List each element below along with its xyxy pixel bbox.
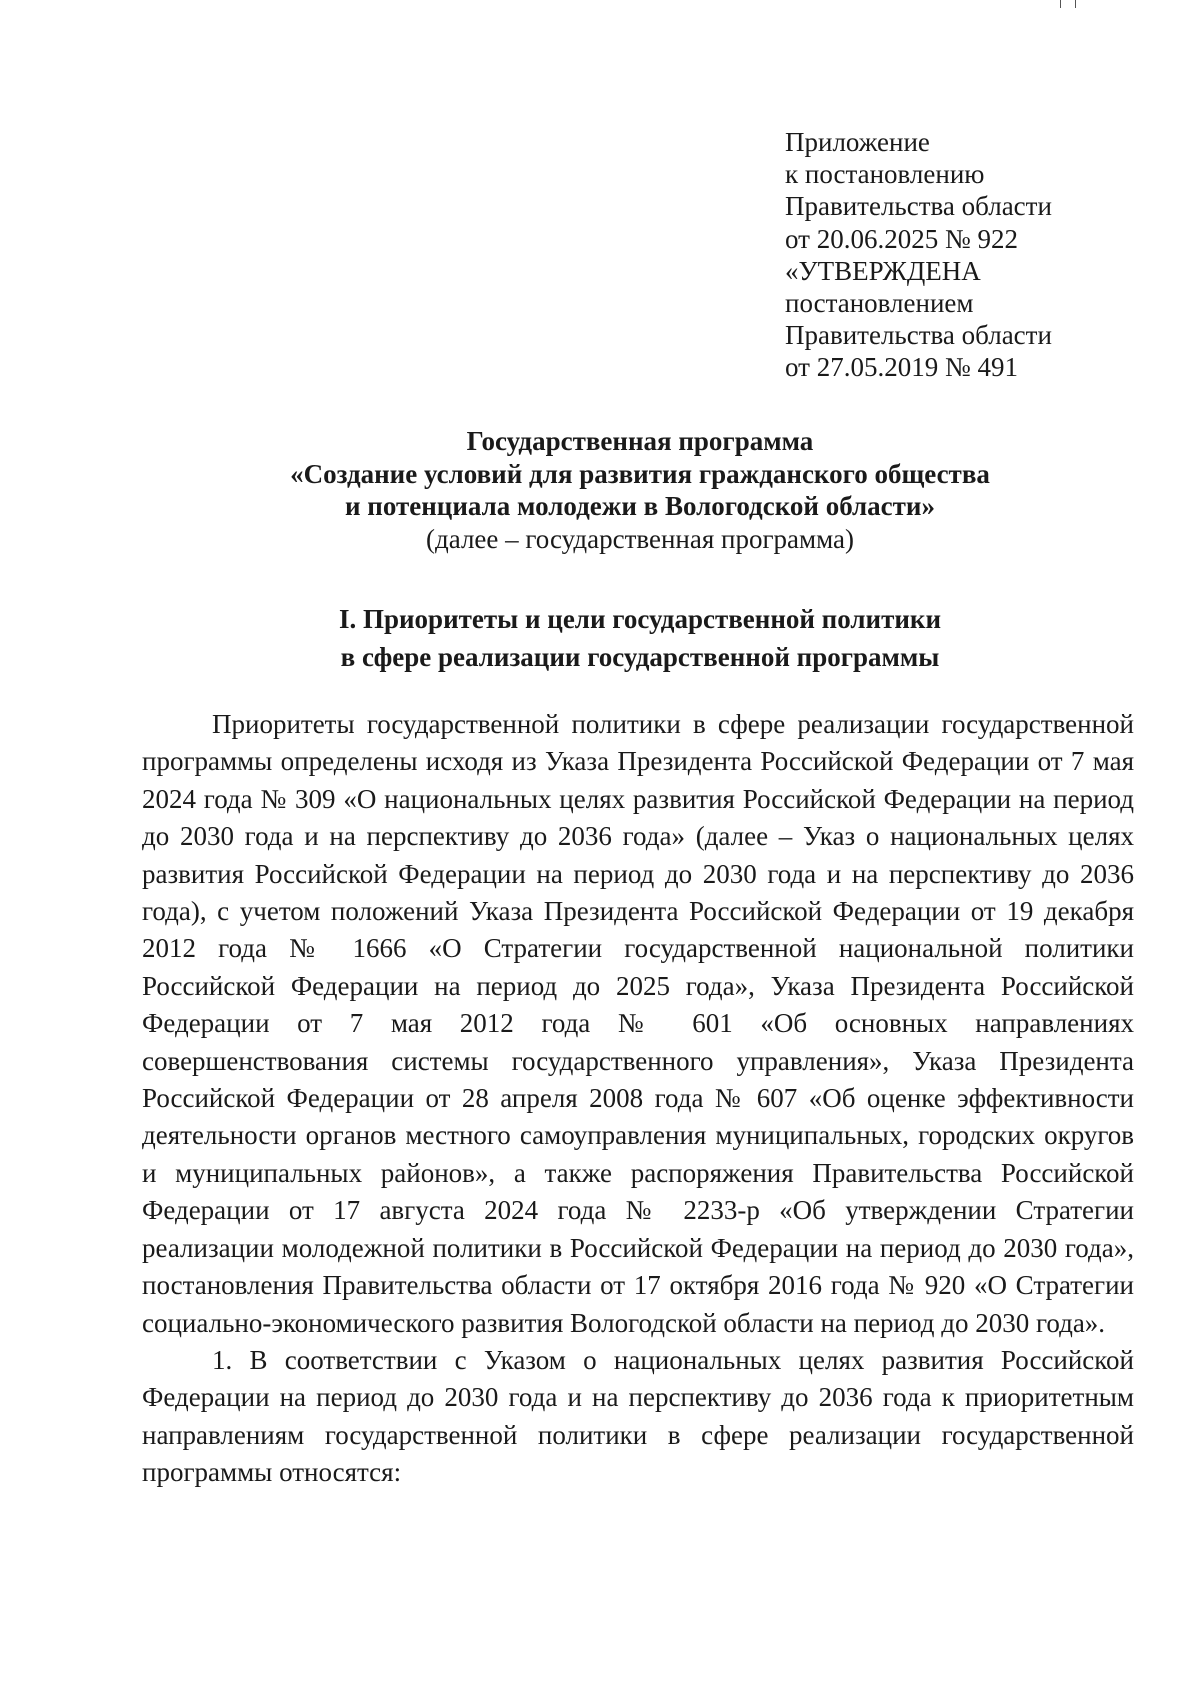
- program-title-block: [140, 425, 1140, 555]
- appendix-block: [785, 126, 1165, 384]
- program-title-line: Государственная программа: [466, 426, 814, 456]
- body-text: [142, 706, 1134, 1492]
- section-heading-line: I. Приоритеты и цели государственной политики: [338, 604, 942, 634]
- program-subtitle: (далее – государственная программа): [426, 523, 854, 554]
- program-title-line: «Создание условий для развития гражданского общества: [290, 458, 990, 489]
- section-heading: [140, 601, 1140, 676]
- section-heading-line: в сфере реализации государственной программы: [340, 641, 940, 672]
- body-paragraph: 1. В соответствии с Указом о национальных целях развития Российской Федерации на период до 2030 года и на перспективу до 2036 года к приоритетным направлениям государственной политики в сфере реализации государственной программы относятся:: [142, 1344, 1134, 1488]
- appendix-line: «УТВЕРЖДЕНА: [785, 255, 981, 286]
- appendix-line: постановлением: [785, 288, 974, 319]
- appendix-line: Правительства области: [785, 320, 1052, 351]
- program-title-line: и потенциала молодежи в Вологодской области»: [344, 491, 935, 521]
- appendix-line: от 27.05.2019 № 491: [785, 352, 1018, 383]
- appendix-line: от 20.06.2025 № 922: [785, 223, 1018, 254]
- appendix-line: Приложение: [785, 127, 930, 157]
- appendix-line: Правительства области: [785, 191, 1052, 222]
- scan-corner-mark: [1060, 0, 1076, 8]
- appendix-line: к постановлению: [785, 159, 985, 190]
- body-paragraph: Приоритеты государственной политики в сфере реализации государственной программы определены исходя из Указа Президента Российской Федерации от 7 мая 2024 года № 309 «О национальных целях развития Российской Федерации на период до 2030 года и на перспективу до 2036 года» (далее – Указ о национальных целях развития Российской Федерации на период до 2030 года и на перспективу до 2036 года), с учетом положений Указа Президента Российской Федерации от 19 декабря 2012 года № 1666 «О Стратегии государственной национальной политики Российской Федерации на период до 2025 года», Указа Президента Российской Федерации от 7 мая 2012 года № 601 «Об основных направлениях совершенствования системы государственного управления», Указа Президента Российской Федерации от 28 апреля 2008 года № 607 «Об оценке эффективности деятельности органов местного самоуправления муниципальных, городских округов и муниципальных районов», а также распоряжения Правительства Российской Федерации от 17 августа 2024 года № 2233-р «Об утверждении Стратегии реализации молодежной политики в Российской Федерации на период до 2030 года», постановления Правительства области от 17 октября 2016 года № 920 «О Стратегии социально-экономического развития Вологодской области на период до 2030 года».: [142, 709, 1134, 1338]
